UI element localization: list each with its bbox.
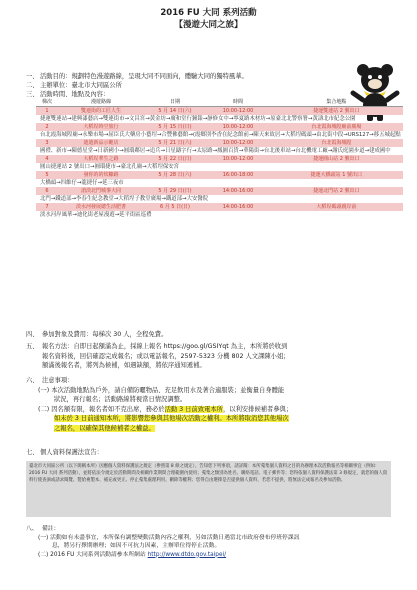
table-cell-name: 滄淡北門城事大同 <box>58 187 144 195</box>
table-cell-time: 10:00-12:00 <box>206 155 270 163</box>
table-row <box>36 139 403 147</box>
table-cell-num: 1 <box>36 107 58 116</box>
website-link[interactable]: http://www.dtdo.gov.taipei/ <box>147 551 227 558</box>
privacy-notice: 臺北市大同區公所（以下簡稱本所）因應個人資料保護法之規定（參照第 8 條之規定），告知您下列事項，請詳閱：本所蒐集個人資料之目的為辦理本次活動報名等相關事宜（例如：2016 FU 大同 系列活動），並將依法令規定於活動期間及相關作業期間合理範圍內使用；蒐集之類別為姓名、聯絡電話、電子郵件等；您得依個人資料保護法第 3 條規定，就您的個人資料行使查詢或請求閱覽、製給複製本、補充或更正、停止蒐集處理利用、刪除等權利；您得自由選擇是否提供個人資料，若您不提供，將無法完成報名及參加活動。 <box>26 461 391 517</box>
section-notes: 六、 注意事項： (一) 本次活動地點為戶外，請自備防曬物品、充足飲用水及著合適服裝；並衡量自身體能 狀況，再行報名；活動路線將視當日情況調整。 (二) 因名額有限，報名者如不克出席，務必於活動 3 日前致電本所，以利安排候補者參與； 如未於 3 日前通知本所，將影響您參與其他場次活動之權利。本所將取消您其他場次 之報名，以確保其他候補者之權益。 <box>26 377 293 432</box>
table-cell-num: 4 <box>36 155 58 163</box>
route-text: 國禮、新市→陳德星堂→日新國小→圓環鄰居→追兵→日星鑄字行→太原路→鳳圖百貨→華陽街→台北後車站→台北機電工廠→謝氏庭園步道→建成國中 <box>40 148 391 154</box>
section-purpose: 一、活動目的：規劃特色漫遊路線，呈現大同不同面向，體驗大同的獨特風華。 <box>26 73 248 80</box>
section-privacy: 七、個人資料保護法宣告： <box>26 449 103 456</box>
page-subtitle: 【漫遊大同之旅】 <box>174 20 243 30</box>
table-row-route <box>36 195 403 203</box>
table-cell-name: 雙連街的工匠人生 <box>58 107 144 116</box>
section-remarks: 八、 備註： (一) 活動如有未盡事宜，本所保有調整變動活動內容之權利，另如活動日遇當北市政府發布停班停課訊 息，將另行擇期辦理；如因不可抗力因素，主辦單位得停止活動。 (二) 2016 FU 大同系列活動請參本所網站 http://www.dtdo.gov.taipei/ <box>26 526 300 558</box>
table-row <box>36 107 403 116</box>
table-header: 梯次 <box>36 98 58 107</box>
page-title: 2016 FU 大同 系列活動 <box>160 8 257 18</box>
table-cell-place: 捷運雙連站 2 號出口 <box>270 107 403 116</box>
table-cell-time: 10:00-12:00 <box>206 123 270 131</box>
table-cell-num: 6 <box>36 187 58 195</box>
table-cell-place: 捷運北門站 2 號出口 <box>270 187 403 195</box>
table-cell-date: 5 月 14 日(六) <box>144 107 206 116</box>
table-row <box>36 171 403 179</box>
table-cell-num: 5 <box>36 171 58 179</box>
table-cell-time: 14:00-16:00 <box>206 203 270 211</box>
table-row-route <box>36 115 403 123</box>
table-cell-name: 大稻埕時空旅行 <box>58 123 144 131</box>
table-row-route <box>36 147 403 155</box>
route-text: 大橋頭→四維仔→龍捷仔→延三夜市 <box>40 180 124 186</box>
table-cell-time: 10:00-12:00 <box>206 139 270 147</box>
schedule-table <box>36 98 403 219</box>
route-text: 北門→鐵道部→李春生紀念教堂→大稻埕子教堂廣場→鐵道部→大安醫院 <box>40 196 209 202</box>
route-text: 淡水河岸風華→迪化街老屋漫遊→延平街區巡禮 <box>40 212 152 218</box>
table-row <box>36 123 403 131</box>
section-eligibility: 四、 參加對象及費用：每梯次 30 人，全程免費。 <box>26 331 168 338</box>
table-row <box>36 155 403 163</box>
table-cell-place: 大稻埕碼頭親岸前 <box>270 203 403 211</box>
table-cell-date: 5 月 29 日(日) <box>144 187 206 195</box>
table-cell-time: 14:00-16:00 <box>206 187 270 195</box>
route-text: 圓山捷運站 2 號出口→圓環捷市→臺北孔廟→大稻埕保安宮 <box>40 164 180 170</box>
table-cell-name: 發你的的炊糠路 <box>58 171 144 179</box>
route-text: 捷運雙連站→建興漆藝店→雙連街市→文昌宮→黃金坊→廣和堂行鐘錶→靜修女中→寧夏路木材坊→原臺北北警察署→黃濤北市紀念公園 <box>40 116 356 122</box>
table-cell-place: 捷運大橋頭站 1 號出口 <box>270 171 403 179</box>
table-cell-time: 16:00-18:00 <box>206 171 270 179</box>
table-row-route <box>36 131 403 139</box>
section-organizer: 二、主辦單位：臺北市大同區公所 <box>26 82 122 89</box>
table-row <box>36 187 403 195</box>
table-row-route <box>36 211 403 219</box>
table-row-route <box>36 163 403 171</box>
table-cell-date: 5 月 22 日(日) <box>144 155 206 163</box>
table-cell-date: 5 月 21 日(六) <box>144 139 206 147</box>
table-row <box>36 203 403 211</box>
route-text: 台北霞海城隍廟→永樂市場→屈臣氏大藥房小藝埕→合豐佛藝館→(霞鄉別李香在紀念館前→陳天來故居→大稻埕碼頭→由北街中段→URS127→移五城起點 <box>40 132 401 138</box>
table-header: 日期 <box>144 98 206 107</box>
table-cell-date: 5 月 28 日(六) <box>144 171 206 179</box>
table-cell-place: 台北霞海城隍 <box>270 139 403 147</box>
table-header: 集合地點 <box>270 98 403 107</box>
table-cell-name: 淡水河發展總生活肥書 <box>58 203 144 211</box>
section-registration: 五、 報名方法：自即日起額滿為止，採線上報名 https://goo.gl/GSIYqt 為主，本所將於收到 報名資料後，回信確認完成報名；或以電話報名，2597-5323 分機 802 人文課陳小姐； 額滿後報名者，將列為候補，如遇缺額，將依序通知遞補。 <box>26 343 290 369</box>
table-cell-num: 7 <box>36 203 58 211</box>
table-cell-date: 6 月 5 日(日) <box>144 203 206 211</box>
table-header: 時間 <box>206 98 270 107</box>
table-cell-name: 大稻埕華生之路 <box>58 155 144 163</box>
table-cell-time: 10:00-12:00 <box>206 107 270 116</box>
table-cell-num: 3 <box>36 139 58 147</box>
section-schedule: 三、活動時間、地點及內容： <box>26 91 110 98</box>
table-cell-place: 台北霞海城隍廟前廣場 <box>270 123 403 131</box>
table-cell-place: 捷運圓山站 2 號出口 <box>270 155 403 163</box>
table-cell-date: 5 月 15 日(日) <box>144 123 206 131</box>
table-cell-name: 迪迪新品示範店 <box>58 139 144 147</box>
table-cell-num: 2 <box>36 123 58 131</box>
table-header: 漫遊路線 <box>58 98 144 107</box>
table-row-route <box>36 179 403 187</box>
